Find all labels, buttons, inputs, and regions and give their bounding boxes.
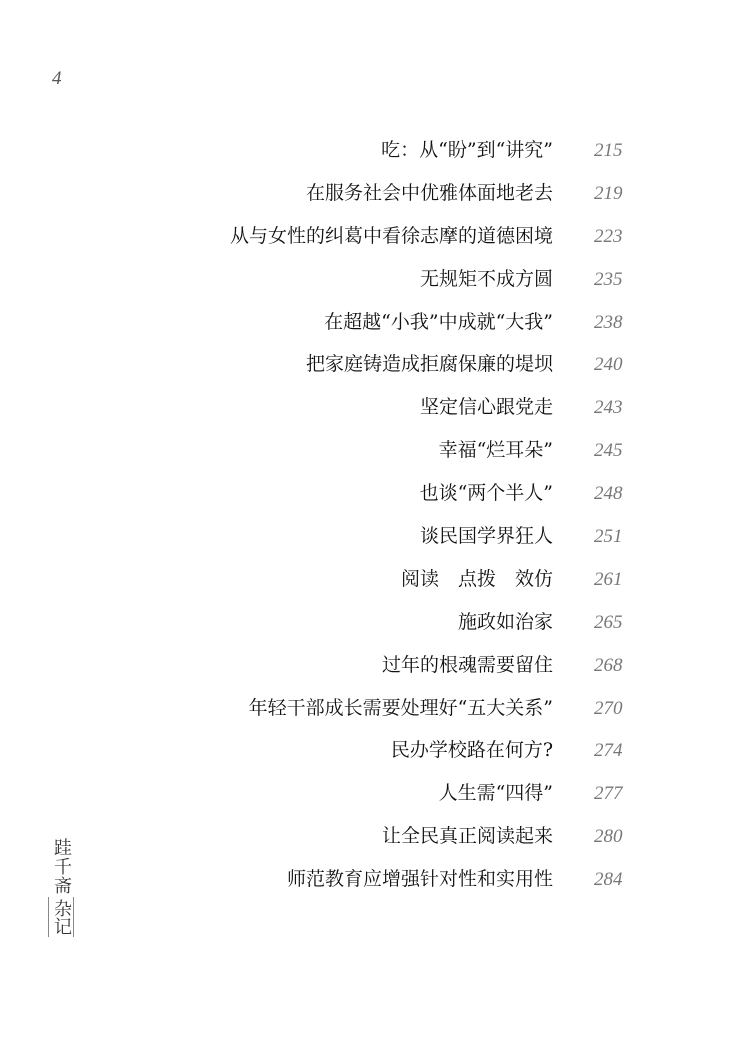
toc-entry-page: 223	[594, 225, 623, 247]
toc-entry[interactable]	[0, 729, 750, 772]
table-of-contents	[0, 129, 750, 901]
toc-entry-page: 245	[594, 440, 623, 462]
toc-entry-page: 219	[594, 182, 623, 204]
toc-entry[interactable]	[0, 687, 750, 730]
toc-entry[interactable]	[0, 172, 750, 215]
toc-entry[interactable]	[0, 343, 750, 386]
toc-entry[interactable]	[0, 129, 750, 172]
toc-entry-title: 人生需“四得”	[438, 782, 553, 805]
toc-entry[interactable]	[0, 644, 750, 687]
toc-entry-title: 吃：从“盼”到“讲究”	[381, 139, 553, 161]
toc-entry[interactable]	[0, 215, 750, 258]
toc-entry-page: 274	[594, 740, 623, 762]
toc-entry[interactable]	[0, 429, 750, 472]
toc-entry-page: 243	[594, 397, 623, 419]
toc-entry-title: 年轻干部成长需要处理好“五大关系”	[248, 696, 553, 719]
toc-entry-title: 民办学校路在何方?	[390, 739, 553, 762]
toc-entry-title: 施政如治家	[457, 610, 553, 633]
toc-entry[interactable]	[0, 386, 750, 429]
toc-entry-title: 让全民真正阅读起来	[381, 825, 553, 848]
toc-entry-page: 270	[594, 697, 623, 719]
toc-entry-page: 248	[594, 483, 623, 505]
running-head-book-title	[50, 838, 72, 937]
toc-entry-title: 从与女性的纠葛中看徐志摩的道德困境	[229, 224, 553, 247]
toc-entry[interactable]	[0, 772, 750, 815]
toc-entry-title: 也谈“两个半人”	[419, 482, 553, 505]
toc-entry-page: 251	[594, 526, 623, 548]
toc-entry[interactable]	[0, 472, 750, 515]
toc-entry-title: 把家庭铸造成拒腐保廉的堤坝	[305, 353, 553, 376]
running-head-title-main: 跬千斋	[51, 838, 72, 895]
toc-entry-title: 幸福“烂耳朵”	[438, 439, 553, 462]
toc-entry-page: 284	[594, 869, 623, 891]
toc-entry-page: 261	[594, 568, 623, 590]
toc-entry[interactable]	[0, 558, 750, 601]
toc-entry-title: 坚定信心跟党走	[419, 396, 553, 419]
toc-entry[interactable]	[0, 515, 750, 558]
toc-entry-page: 238	[594, 311, 623, 333]
running-head-title-sub: 杂记	[48, 897, 74, 937]
toc-entry-page: 265	[594, 611, 623, 633]
toc-entry-title: 过年的根魂需要留住	[381, 653, 553, 676]
toc-entry-title: 在服务社会中优雅体面地老去	[305, 181, 553, 204]
toc-entry-title: 在超越“小我”中成就“大我”	[324, 310, 553, 333]
toc-entry-title: 阅读 点拨 效仿	[400, 567, 553, 590]
toc-entry[interactable]	[0, 601, 750, 644]
toc-entry-page: 215	[594, 140, 623, 161]
toc-entry-page: 240	[594, 354, 623, 376]
toc-entry-title: 谈民国学界狂人	[419, 525, 553, 548]
toc-entry-title: 无规矩不成方圆	[419, 267, 553, 290]
toc-entry-page: 268	[594, 654, 623, 676]
toc-entry[interactable]	[0, 815, 750, 858]
toc-entry-title: 师范教育应增强针对性和实用性	[286, 868, 553, 891]
toc-entry[interactable]	[0, 258, 750, 301]
toc-entry-page: 277	[594, 783, 623, 805]
toc-entry-page: 280	[594, 826, 623, 848]
toc-entry-page: 235	[594, 268, 623, 290]
toc-entry[interactable]	[0, 858, 750, 901]
page-number: 4	[52, 68, 62, 89]
toc-entry[interactable]	[0, 301, 750, 344]
